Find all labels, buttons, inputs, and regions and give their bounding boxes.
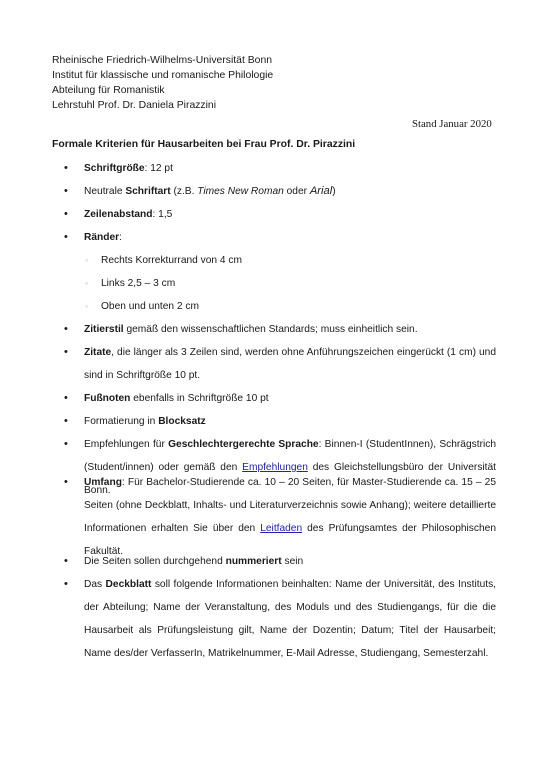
department-name: Abteilung für Romanistik <box>52 85 165 96</box>
sub-bullet-icon: ◦ <box>85 255 89 265</box>
list-item-schriftgroesse: • Schriftgröße: 12 pt <box>84 157 496 180</box>
bullet-icon: • <box>64 162 68 174</box>
institution-header <box>52 53 273 113</box>
bullet-icon: • <box>64 555 68 567</box>
institute-name: Institut für klassische und romanische Philologie <box>52 70 274 81</box>
empfehlungen-link[interactable]: Empfehlungen <box>242 462 308 473</box>
bullet-icon: • <box>64 415 68 427</box>
list-item-umfang: • Umfang: Für Bachelor-Studierende ca. 10 – 20 Seiten, für Master-Studierende ca. 15 – 25 Seiten (ohne Deckblatt, Inhalts- und Literaturverzeichnis sowie Anhang); weitere detaillierte Informationen erhalten Sie über den Leitfaden des Prüfungsamtes der Philosophischen Fakultät. <box>84 471 496 563</box>
bullet-icon: • <box>64 323 68 335</box>
bullet-icon: • <box>64 392 68 404</box>
sub-item-links: ◦ Links 2,5 – 3 cm <box>101 272 175 295</box>
bullet-icon: • <box>64 208 68 220</box>
sub-bullet-icon: ◦ <box>85 301 89 311</box>
list-item-nummeriert: • Die Seiten sollen durchgehend nummeriert sein <box>84 550 496 573</box>
date-stamp: Stand Januar 2020 <box>412 118 492 130</box>
university-name: Rheinische Friedrich-Wilhelms-Universität Bonn <box>52 55 273 66</box>
sub-bullet-icon: ◦ <box>85 278 89 288</box>
sub-item-rechts: ◦ Rechts Korrekturrand von 4 cm <box>101 249 242 272</box>
bullet-icon: • <box>64 438 68 450</box>
document-title: Formale Kriterien für Hausarbeiten bei Frau Prof. Dr. Pirazzini <box>52 139 356 150</box>
bullet-icon: • <box>64 231 68 243</box>
list-item-formatierung: • Formatierung in Blocksatz <box>84 410 496 433</box>
list-item-zitate: • Zitate, die länger als 3 Zeilen sind, werden ohne Anführungszeichen eingerückt (1 cm) und sind in Schriftgröße 10 pt. <box>84 341 496 387</box>
list-item-deckblatt: • Das Deckblatt soll folgende Informationen beinhalten: Name der Universität, des Instituts, der Abteilung; Name der Veranstaltung, des Moduls und des Studiengangs, für die die Hausarbeit als Prüfungsleistung gilt, Name der Dozentin; Datum; Titel der Hausarbeit; Name des/der VerfasserIn, Matrikelnummer, E-Mail Adresse, Studiengang, Semesterzahl. <box>84 573 496 665</box>
list-item-fussnoten: • Fußnoten ebenfalls in Schriftgröße 10 pt <box>84 387 496 410</box>
bullet-icon: • <box>64 185 68 197</box>
list-item-raender: • Ränder: <box>84 226 496 249</box>
bullet-icon: • <box>64 346 68 358</box>
list-item-zeilenabstand: • Zeilenabstand: 1,5 <box>84 203 496 226</box>
leitfaden-link[interactable]: Leitfaden <box>260 523 303 534</box>
list-item-gender: • Empfehlungen für Geschlechtergerechte Sprache: Binnen-I (StudentInnen), Schrägstrich (Student/innen) oder gemäß den Empfehlungen des Gleichstellungsbüro der Universität Bonn. <box>84 433 496 502</box>
list-item-zitierstil: • Zitierstil gemäß den wissenschaftlichen Standards; muss einheitlich sein. <box>84 318 496 341</box>
list-item-schriftart: • Neutrale Schriftart (z.B. Times New Roman oder Arial) <box>84 180 496 203</box>
bullet-icon: • <box>64 476 68 488</box>
sub-item-oben-unten: ◦ Oben und unten 2 cm <box>101 295 199 318</box>
bullet-icon: • <box>64 578 68 590</box>
chair-name: Lehrstuhl Prof. Dr. Daniela Pirazzini <box>52 100 217 111</box>
